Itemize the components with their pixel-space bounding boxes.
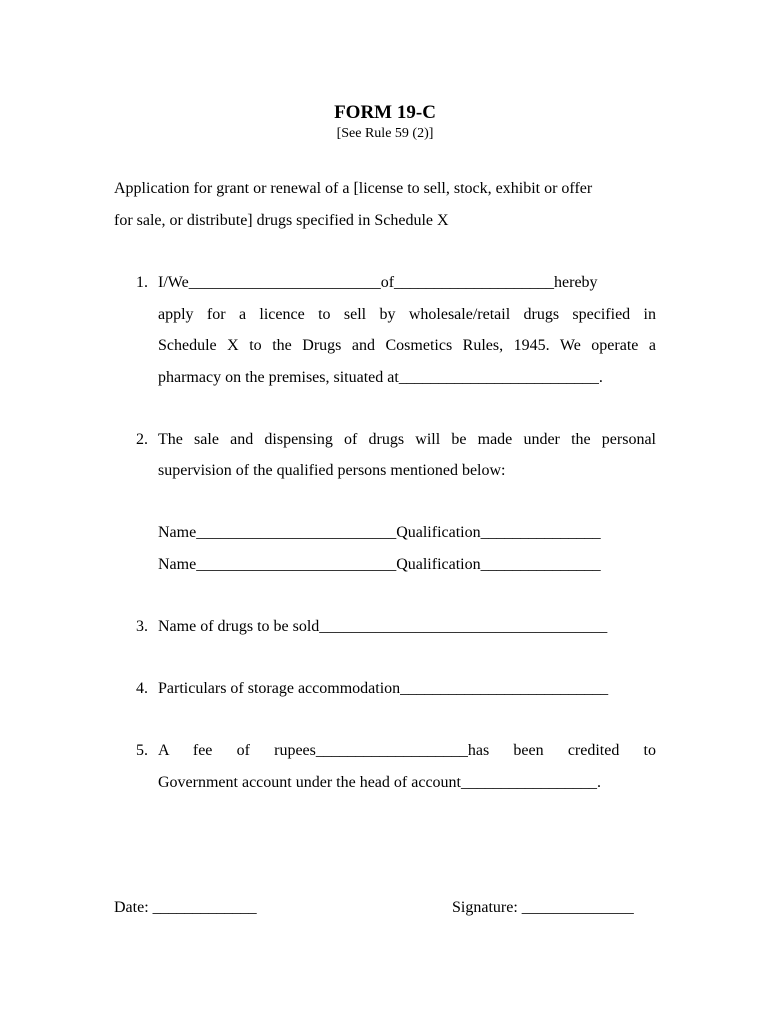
rule-reference: [See Rule 59 (2)] (336, 126, 434, 141)
item-2-line-2: supervision of the qualified persons mentioned below: (158, 462, 506, 479)
item-4-number: 4. (136, 680, 148, 697)
item-2-line-1: The sale and dispensing of drugs will be made under the personal (158, 431, 656, 448)
item-1-line-4: pharmacy on the premises, situated at_________________________. (158, 369, 603, 386)
item-1-line-1: I/We________________________of____________________hereby (158, 274, 598, 291)
item-1-line-3: Schedule X to the Drugs and Cosmetics Rules, 1945. We operate a (158, 337, 656, 354)
item-4-line-1: Particulars of storage accommodation__________________________ (158, 680, 609, 697)
item-3-number: 3. (136, 618, 148, 635)
person-2-line: Name_________________________Qualification_______________ (158, 556, 601, 573)
form-title: FORM 19-C (334, 102, 436, 123)
item-2-number: 2. (136, 431, 148, 448)
item-1-line-2: apply for a licence to sell by wholesale/retail drugs specified in (158, 306, 656, 323)
item-5-line-1: A fee of rupees___________________has been credited to (158, 742, 656, 759)
item-3-line-1: Name of drugs to be sold____________________________________ (158, 618, 608, 635)
intro-line-1: Application for grant or renewal of a [license to sell, stock, exhibit or offer (114, 180, 593, 197)
intro-line-2: for sale, or distribute] drugs specified in Schedule X (114, 212, 449, 229)
person-1-line: Name_________________________Qualification_______________ (158, 524, 601, 541)
item-5-number: 5. (136, 742, 148, 759)
signature-field: Signature: ______________ (452, 899, 634, 916)
date-field: Date: _____________ (114, 899, 257, 916)
item-5-line-2: Government account under the head of account_________________. (158, 774, 601, 791)
item-1-number: 1. (136, 274, 148, 291)
